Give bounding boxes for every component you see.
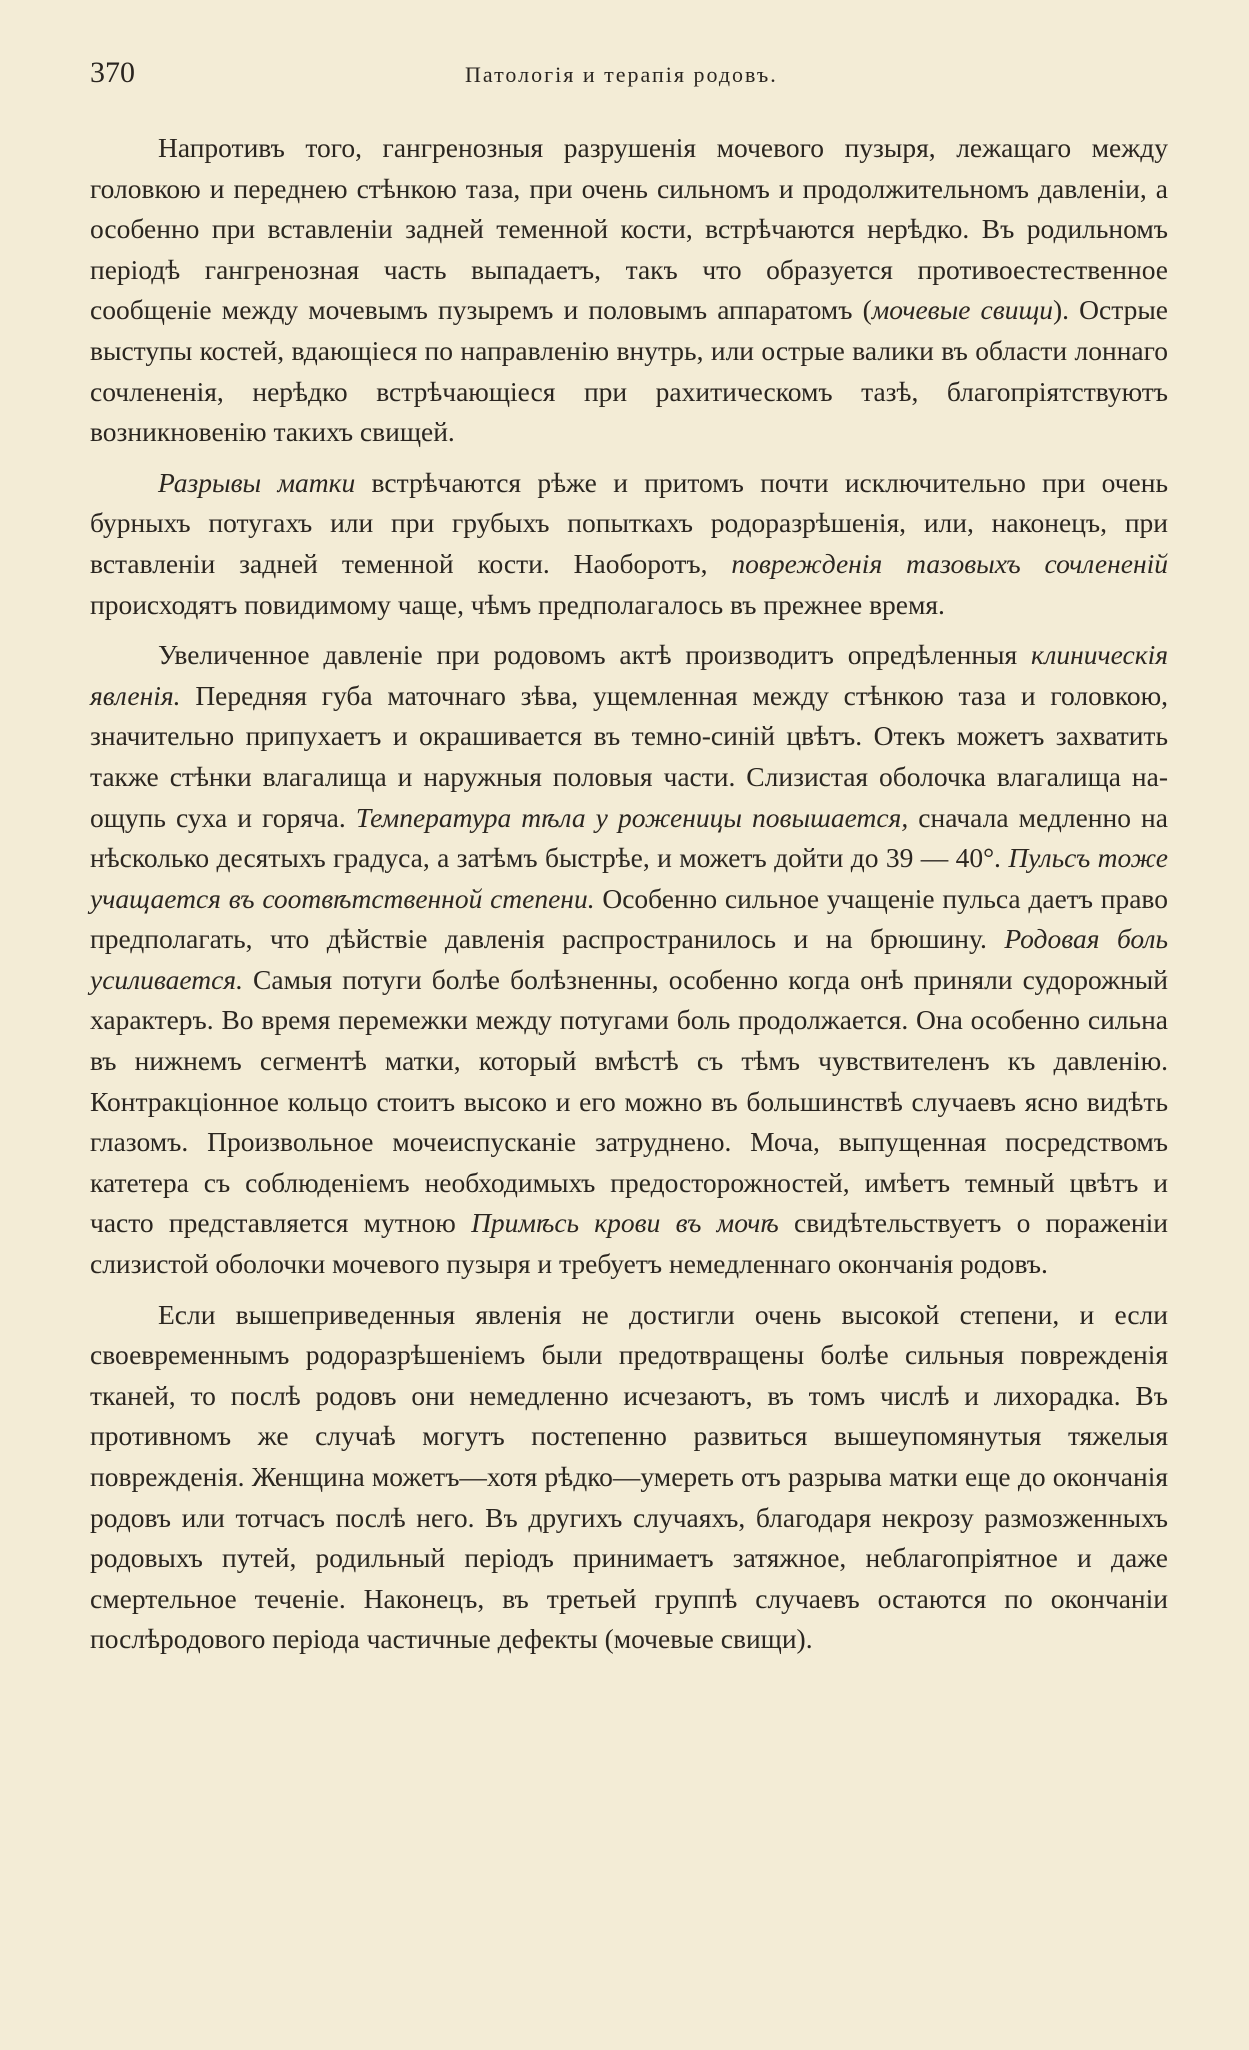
text-run: Самыя потуги болѣе болѣзненны, особенно когда онѣ приняли судорожный характеръ. Во время перемежки между потугами боль продолжается. Она особенно сильна въ нижнемъ сегментѣ матки, который вмѣстѣ съ тѣмъ чувствителенъ къ давленію. Контракціонное кольцо стоитъ высоко и его можно въ большинствѣ случаевъ ясно видѣть глазомъ. Произвольное мочеиспусканіе затруднено. Моча, выпущенная посредствомъ катетера съ соблюденіемъ необходимыхъ предосторожностей, имѣетъ темный цвѣтъ и часто представляется мутною <box>90 963 1168 1239</box>
italic-term: мочевые свищи <box>871 294 1053 326</box>
text-run: происходятъ повидимому чаще, чѣмъ предполагалось въ прежнее время. <box>90 588 945 620</box>
italic-term: Разрывы матки <box>158 466 356 498</box>
text-run: Увеличенное давленіе при родовомъ актѣ производитъ опредѣленныя <box>158 639 1031 671</box>
paragraph-4 <box>90 1295 1168 1660</box>
text-run: Передняя губа маточнаго зѣва, ущемленная между стѣнкою таза и головкою, значительно припухаетъ и окрашивается въ темно-синій цвѣтъ. Отекъ можетъ захватить также стѣнки влагалища и наружныя половыя части. Слизистая оболочка влагалища на-ощупь суха и горяча. <box>90 679 1168 833</box>
text-run: ). Острые выступы костей, вдающіеся по направленію внутрь, или острые валики въ области лоннаго сочлененія, нерѣдко встрѣчающіеся при рахитическомъ тазѣ, благопріятствуютъ возникновенію такихъ свищей. <box>90 294 1168 448</box>
italic-term: Пульсъ тоже учащается въ соотвѣтственной степени. <box>90 842 1168 914</box>
text-run: Особенно сильное учащеніе пульса даетъ право предполагать, что дѣйствіе давленія распространилось и на брюшину. <box>90 882 1168 955</box>
text-run: Напротивъ того, гангренозныя разрушенія мочевого пузыря, лежащаго между головкою и переднею стѣнкою таза, при очень сильномъ и продолжительномъ давленіи, а особенно при вставленіи задней теменной кости, встрѣчаются нерѣдко. Въ родильномъ періодѣ гангренозная часть выпадаетъ, такъ что образуется противоестественное сообщеніе между мочевымъ пузыремъ и половымъ аппаратомъ ( <box>90 132 1168 326</box>
running-title: Патологія и терапія родовъ. <box>465 62 778 87</box>
page-header <box>90 56 1168 100</box>
text-run: свидѣтельствуетъ о пораженіи слизистой оболочки мочевого пузыря и требуетъ немедленнаго окончанія родовъ. <box>90 1207 1168 1280</box>
text-run: сначала медленно на нѣсколько десятыхъ градуса, а затѣмъ быстрѣе, и можетъ дойти до 39 — 40°. <box>90 801 1168 874</box>
italic-term: клиническія явленія. <box>90 639 1168 711</box>
italic-term: Примѣсь крови въ мочѣ <box>471 1207 779 1239</box>
paragraph-1 <box>90 128 1168 453</box>
italic-term: Температура тѣла у роженицы повышается, <box>355 801 909 833</box>
text-run: Если вышеприведенныя явленія не достигли очень высокой степени, и если своевременнымъ родоразрѣшеніемъ были предотвращены болѣе сильныя поврежденія тканей, то послѣ родовъ они немедленно исчезаютъ, въ томъ числѣ и лихорадка. Въ противномъ же случаѣ могутъ постепенно развиться вышеупомянутыя тяжелыя поврежденія. Женщина можетъ—хотя рѣдко—умереть отъ разрыва матки еще до окончанія родовъ или тотчасъ послѣ него. Въ другихъ случаяхъ, благодаря некрозу размозженныхъ родовыхъ путей, родильный періодъ принимаетъ затяжное, неблагопріятное и даже смертельное теченіе. Наконецъ, въ третьей группѣ случаевъ остаются по окончаніи послѣродового періода частичные дефекты (мочевые свищи). <box>90 1298 1168 1655</box>
page-number: 370 <box>90 56 135 89</box>
text-run: встрѣчаются рѣже и притомъ почти исключительно при очень бурныхъ потугахъ или при грубыхъ попыткахъ родоразрѣшенія, или, наконецъ, при вставленіи задней теменной кости. Наоборотъ, <box>90 466 1168 579</box>
paragraph-2 <box>90 463 1168 625</box>
italic-term: поврежденія тазовыхъ сочлененій <box>731 547 1168 579</box>
paragraph-3 <box>90 635 1168 1285</box>
italic-term: Родовая боль усиливается. <box>90 923 1168 995</box>
body-text <box>90 128 1168 1670</box>
